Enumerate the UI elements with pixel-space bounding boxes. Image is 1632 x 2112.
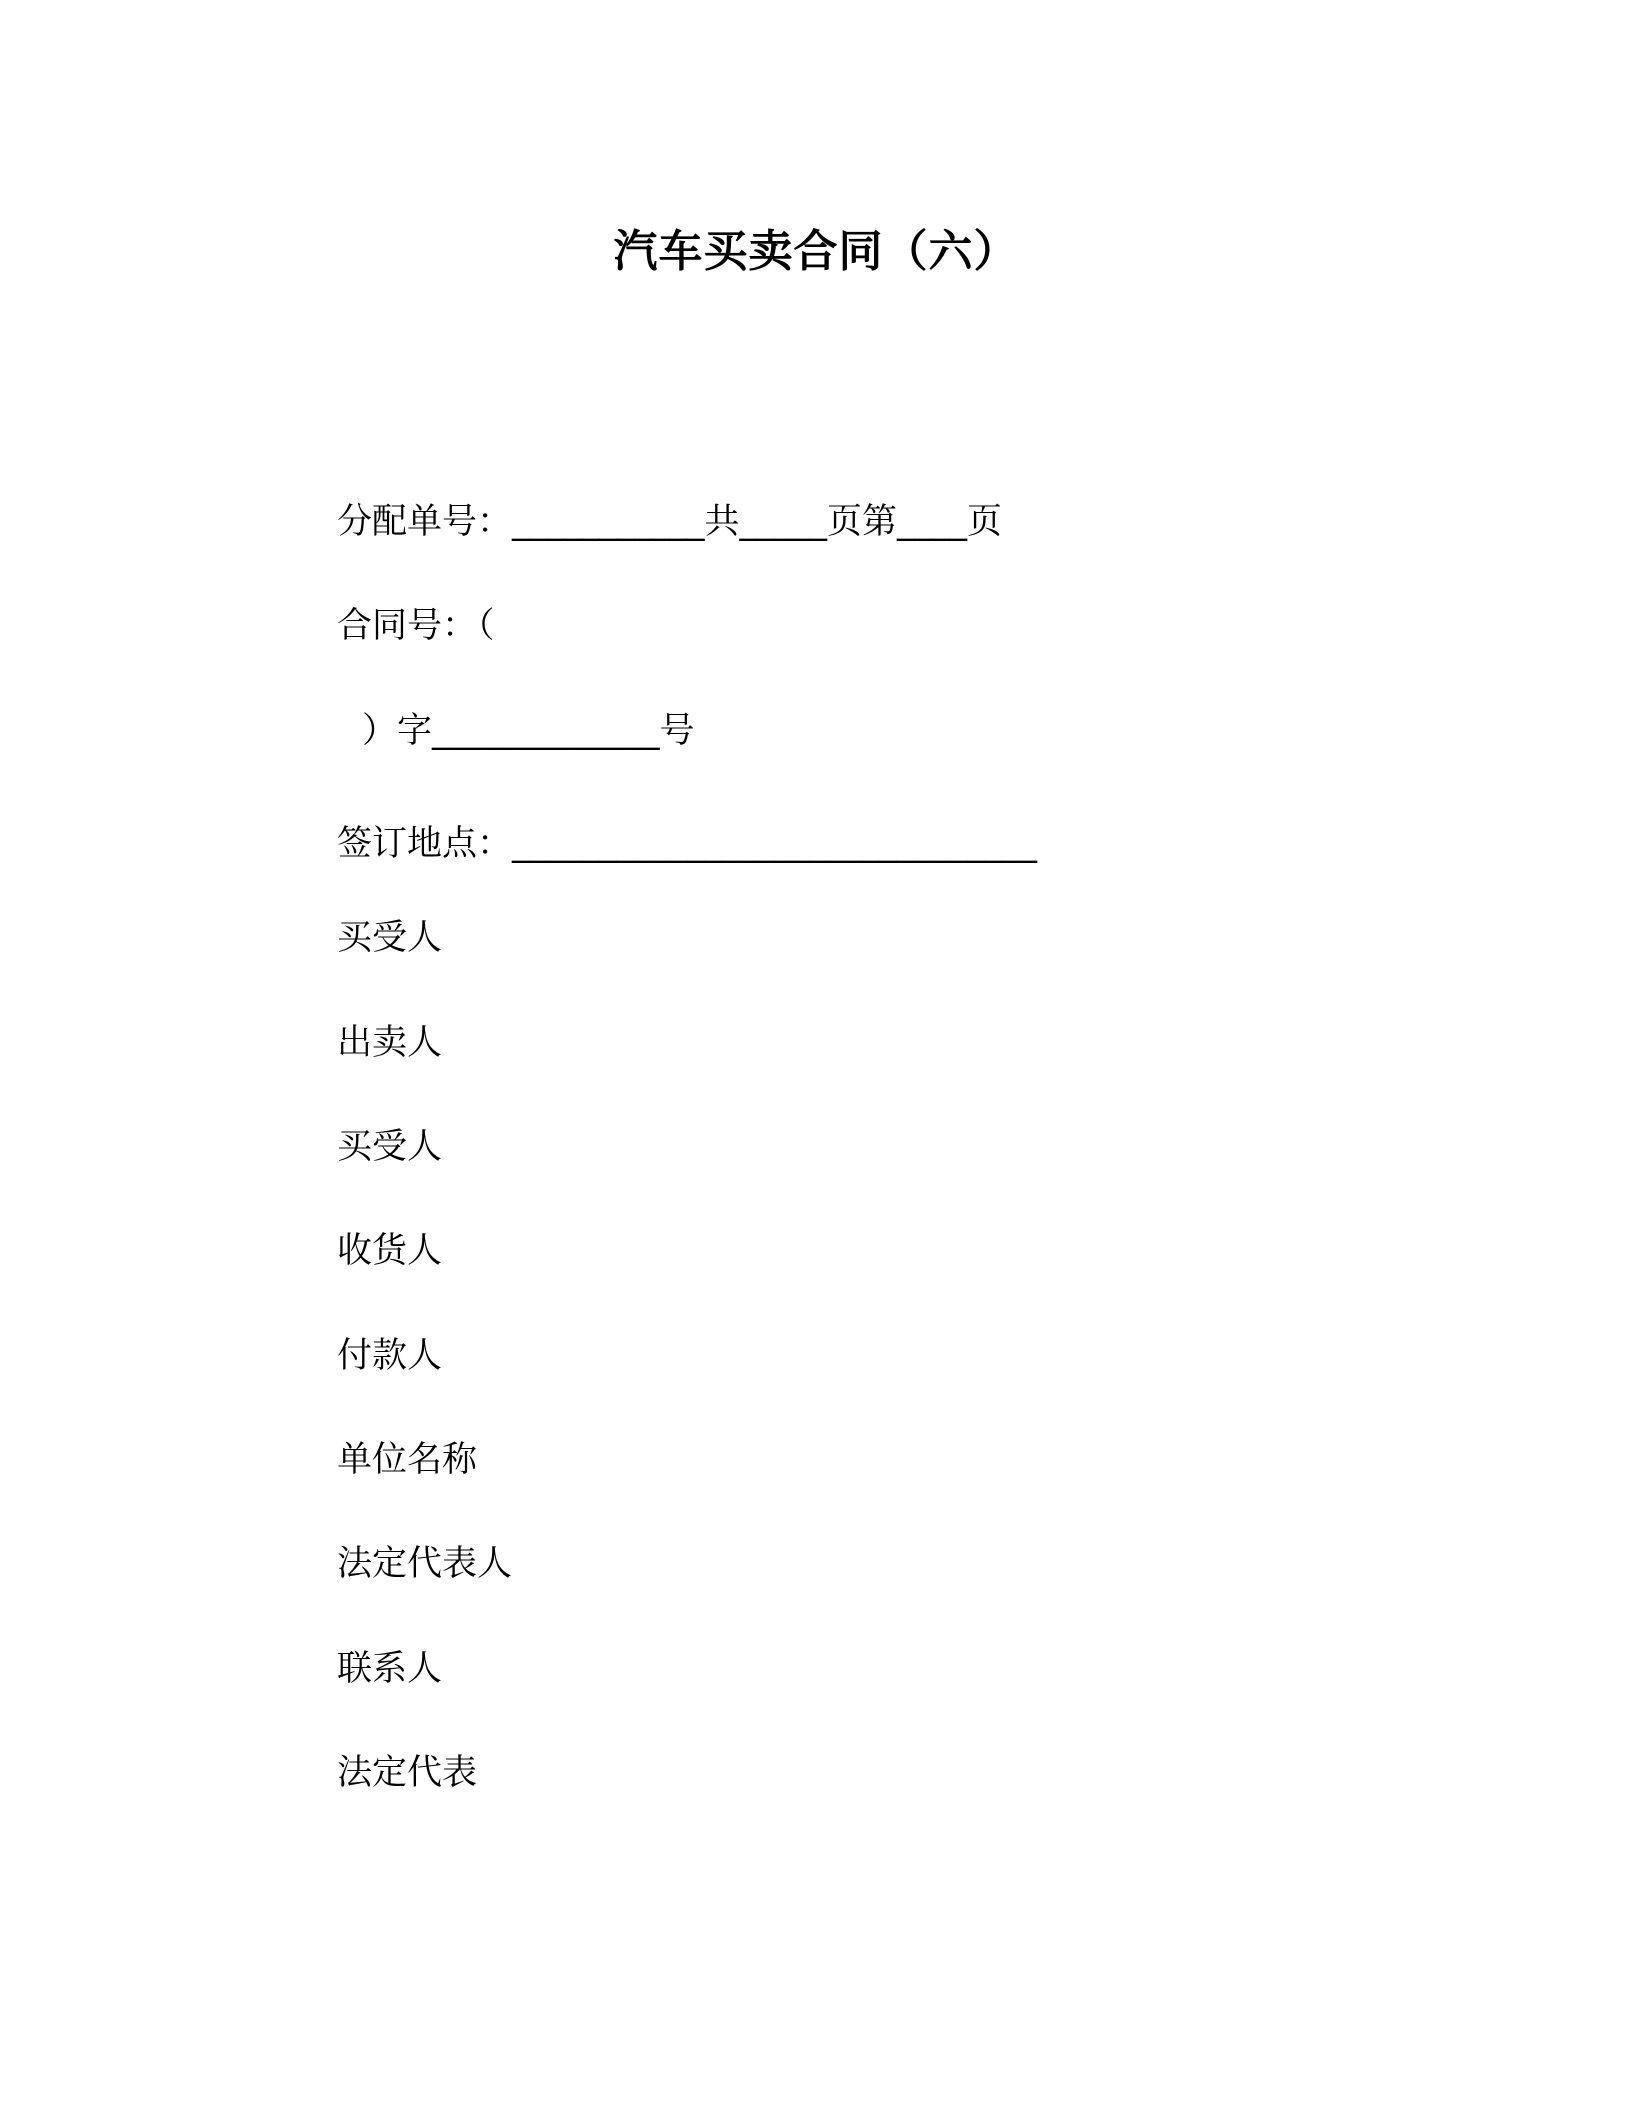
contract-number-suffix-line: ）字_____________号 bbox=[362, 711, 695, 751]
signing-place-line: 签订地点：______________________________ bbox=[337, 824, 1038, 864]
company-name-label: 单位名称 bbox=[337, 1440, 478, 1480]
document-title: 汽车买卖合同（六） bbox=[613, 226, 1019, 277]
legal-representative-label-2: 法定代表 bbox=[337, 1753, 478, 1793]
seller-label: 出卖人 bbox=[337, 1023, 443, 1063]
contact-person-label: 联系人 bbox=[337, 1649, 443, 1689]
buyer-label: 买受人 bbox=[337, 918, 443, 958]
consignee-label: 收货人 bbox=[337, 1231, 443, 1271]
legal-representative-label: 法定代表人 bbox=[337, 1544, 513, 1584]
buyer-label-2: 买受人 bbox=[337, 1127, 443, 1167]
allocation-number-line: 分配单号：___________共_____页第____页 bbox=[337, 502, 1003, 542]
payer-label: 付款人 bbox=[337, 1336, 443, 1376]
contract-number-line: 合同号：（ bbox=[337, 606, 495, 646]
